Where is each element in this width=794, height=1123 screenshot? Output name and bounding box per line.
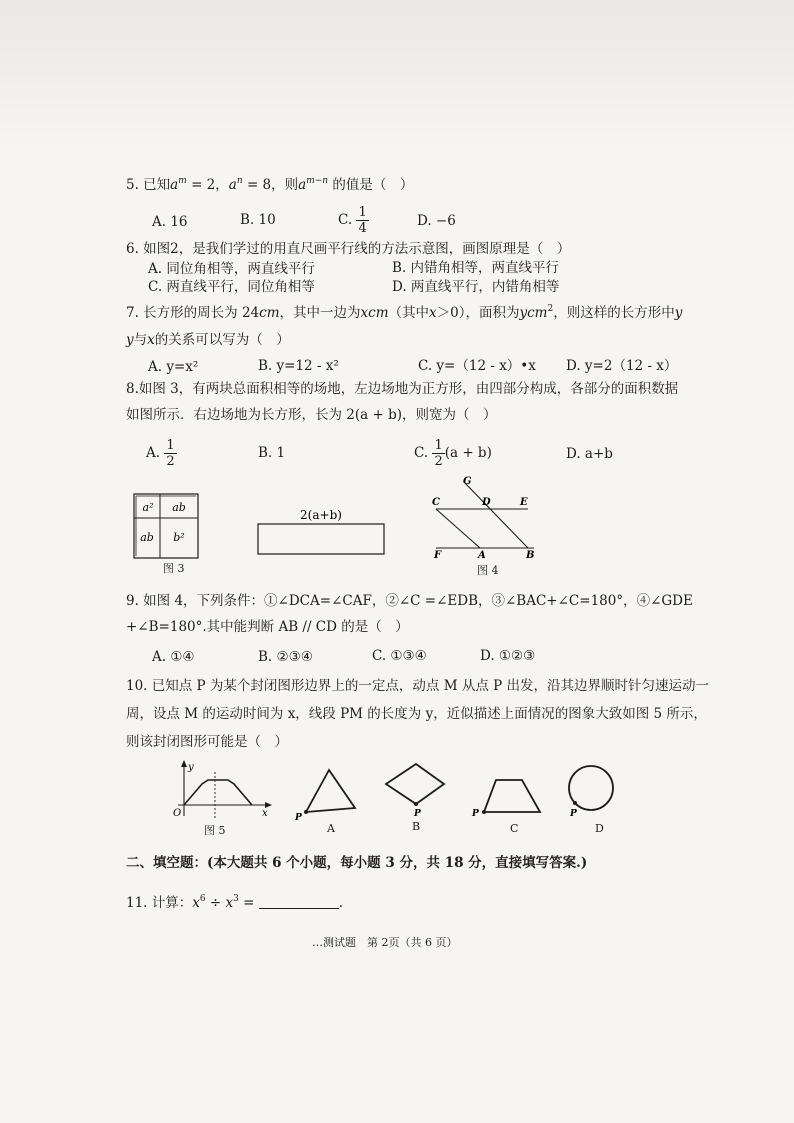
axis-y-label: y (188, 762, 194, 773)
shape-d-label: D (595, 822, 604, 835)
q7-option-b: B. y=12 - x² (258, 358, 339, 374)
page-footer: …测试题 第 2页（共 6 页） (312, 936, 458, 949)
point-p-dot (573, 801, 577, 805)
shape-b-label: B (412, 820, 421, 833)
point-p-label: P (414, 809, 421, 819)
q7-text-c: （其中 (388, 305, 430, 321)
shape-a-triangle (292, 764, 362, 822)
label-c: C (432, 497, 440, 508)
point-p-dot (414, 802, 418, 806)
origin-label: O (173, 808, 182, 819)
question-7-line2: y与x的关系可以写为（ ） (126, 332, 290, 348)
label-a: A (478, 550, 486, 561)
q9-option-b: B. ②③④ (258, 649, 313, 665)
question-10-line2: 周，设点 M 的运动时间为 x，线段 PM 的长度为 y，近似描述上面情况的图象大致如图 5 所示， (126, 706, 707, 722)
q5-prefix: 5. 已知 (126, 177, 171, 193)
figure-5-graph (168, 758, 278, 820)
q9-option-d: D. ①②③ (480, 648, 536, 664)
q9-option-a: A. ①④ (152, 649, 195, 665)
question-5-stem: 5. 已知$a^m = 2$，$a^n = 8$，则$a^{m-n}$ 的值是（ ） (126, 176, 414, 193)
numerator: 1 (166, 438, 175, 453)
fraction (432, 438, 444, 469)
q8-option-c-label: C. (414, 445, 429, 461)
cell-a2: a² (142, 501, 154, 514)
rectangle-length-label: 2(a+b) (300, 508, 342, 522)
figure-3-caption: 图 3 (163, 562, 185, 575)
denominator: 4 (358, 221, 367, 236)
question-10-line3: 则该封闭图形可能是（ ） (126, 734, 288, 750)
q7-option-a: A. y=x² (148, 359, 199, 375)
label-f: F (434, 550, 442, 561)
denominator: 2 (434, 454, 443, 469)
q6-option-a: A. 同位角相等，两直线平行 (148, 261, 315, 277)
q6-option-d: D. 两直线平行，内错角相等 (392, 279, 560, 295)
q5-cond1: = 2， (191, 177, 229, 193)
q8-option-a (146, 438, 177, 469)
question-10-line1: 10. 已知点 P 为某个封闭图形边界上的一定点，动点 M 从点 P 出发，沿其边界顺时针匀速运动一 (126, 678, 709, 694)
graph-curve (184, 780, 252, 805)
q7-text-b: ，其中一边为 (279, 305, 361, 321)
question-8-line2: 如图所示．右边场地为长方形，长为 2(a + b)，则宽为（ ） (126, 407, 497, 423)
cell-ab-2: ab (140, 531, 154, 544)
q8-option-a-label: A. (146, 445, 161, 461)
label-e: E (520, 497, 528, 508)
q6-option-b: B. 内错角相等，两直线平行 (392, 260, 560, 276)
q8-option-c (414, 438, 492, 469)
point-p-label: P (472, 809, 479, 819)
numerator: 1 (358, 205, 367, 220)
shape-b-rhombus (378, 760, 454, 820)
q9-option-c: C. ①③④ (372, 648, 427, 664)
figure-4 (428, 474, 548, 566)
figure-4-caption: 图 4 (477, 564, 499, 577)
point-p-label: P (570, 809, 577, 819)
cell-b2: b² (173, 531, 185, 544)
fraction (164, 438, 176, 469)
question-7-line1: 7. 长方形的周长为 24cm，其中一边为xcm（其中x＞0），面积为ycm$^2$，则这样的长方形中y (126, 304, 683, 321)
q8-option-d: D. a+b (566, 446, 613, 462)
question-11: 11. 计算：$x^6 \div x^3$ = . (126, 894, 344, 911)
label-g: G (463, 476, 472, 487)
q8-option-c-tail: (a + b) (444, 445, 492, 461)
label-d: D (482, 497, 491, 508)
fraction (356, 205, 368, 236)
shape-d-circle (562, 762, 622, 820)
q5-suffix: 的值是（ ） (332, 177, 414, 193)
question-6-stem: 6. 如图2，是我们学过的用直尺画平行线的方法示意图，画图原理是（ ） (126, 241, 571, 257)
question-9-line1: 9. 如图 4，下列条件：①∠DCA=∠CAF，②∠C =∠EDB，③∠BAC+∠C=180°，④∠GDE (126, 593, 693, 609)
section-2-title: 二、填空题：(本大题共 6 个小题，每小题 3 分，共 18 分，直接填写答案.) (126, 855, 588, 871)
q11-tail: . (338, 895, 344, 911)
question-8-line1: 8.如图 3，有两块总面积相等的场地，左边场地为正方形，由四部分构成，各部分的面积数据 (126, 381, 679, 397)
point-p-dot (304, 810, 308, 814)
q5-option-c-label: C. (338, 212, 353, 228)
shape-a-label: A (327, 822, 335, 835)
q5-option-b: B. 10 (240, 212, 276, 228)
cell-ab-1: ab (172, 501, 186, 514)
q7-option-c: C. y=（12 - x）•x (418, 358, 536, 374)
q6-option-c: C. 两直线平行，同位角相等 (148, 279, 315, 295)
q7-text-f: 与 (133, 332, 148, 348)
q5-option-d: D. −6 (417, 213, 456, 229)
shape-c-trapezoid (468, 772, 548, 822)
q7-text-e: ，则这样的长方形中 (553, 305, 675, 321)
q5-option-a: A. 16 (152, 214, 188, 230)
point-p-dot (482, 810, 486, 814)
figure-5-caption: 图 5 (204, 824, 226, 837)
q7-text-a: 7. 长方形的周长为 24 (126, 305, 260, 321)
q7-text-d: ＞0），面积为 (436, 305, 520, 321)
q5-option-c (338, 205, 369, 236)
question-9-line2: +∠B=180°.其中能判断 AB // CD 的是（ ） (126, 619, 409, 635)
label-b: B (526, 550, 535, 561)
denominator: 2 (166, 454, 175, 469)
point-p-label: P (295, 813, 302, 822)
numerator: 1 (434, 438, 443, 453)
q7-option-d: D. y=2（12 - x） (566, 358, 678, 374)
q8-option-b: B. 1 (258, 445, 286, 461)
rectangle-field (258, 524, 384, 554)
axis-x-label: x (262, 808, 268, 819)
shape-c-label: C (510, 822, 519, 835)
answer-blank[interactable] (259, 894, 339, 909)
q11-prefix: 11. 计算： (126, 895, 193, 911)
q5-cond2: = 8，则 (246, 177, 299, 193)
q7-text-g: 的关系可以写为（ ） (154, 332, 290, 348)
